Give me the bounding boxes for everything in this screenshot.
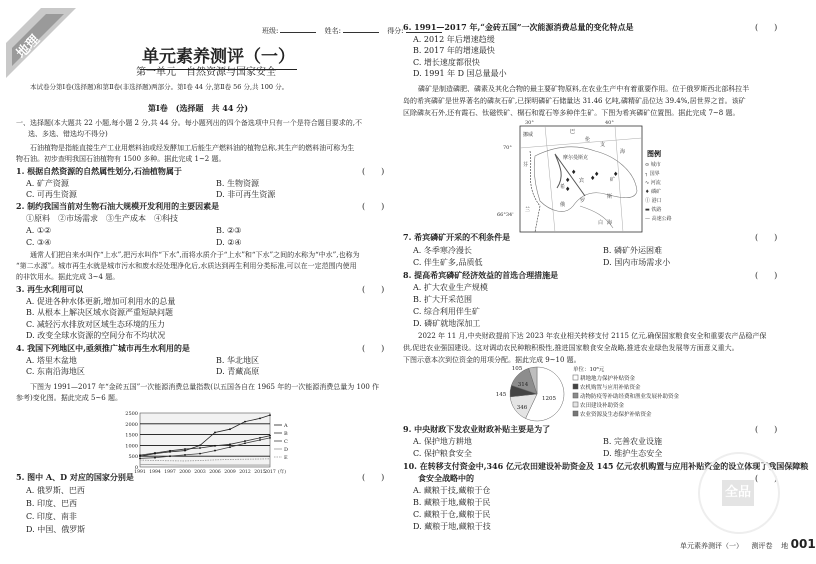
lon-label: 40° bbox=[605, 120, 614, 126]
data-point-B bbox=[229, 443, 231, 445]
map-legend-item: ⊙ 城市 bbox=[645, 162, 661, 168]
legend-swatch bbox=[573, 411, 578, 416]
pie-unit: 单位：10⁸元 bbox=[573, 367, 605, 373]
answer-option: C. 保护粮食安全 bbox=[413, 449, 472, 458]
data-point-C bbox=[269, 437, 271, 439]
data-point-A bbox=[269, 414, 271, 416]
subject-badge-label: 地理 bbox=[13, 32, 43, 62]
answer-option: C. 可再生资源 bbox=[26, 190, 77, 199]
map-place: 兰 bbox=[525, 207, 531, 213]
answer-option: A. 藏粮于技,藏粮于仓 bbox=[413, 486, 491, 495]
map-legend-item: ∿ 河流 bbox=[645, 180, 661, 186]
footer-subject: 地 bbox=[781, 542, 789, 550]
map-place: 挪威 bbox=[523, 132, 534, 138]
y-tick-label: 2500 bbox=[125, 411, 138, 417]
data-point-B bbox=[139, 454, 141, 456]
answer-option: A. 保护地方耕地 bbox=[413, 437, 472, 446]
watermark-stamp bbox=[698, 452, 780, 534]
answer-option: A. 俄罗斯、巴西 bbox=[26, 486, 85, 495]
question-stem: 食安全战略中的 bbox=[418, 473, 474, 483]
answer-option: C. 减轻污水排放对区域生态环境的压力 bbox=[26, 319, 165, 329]
answer-option: B. 从根本上解决区域水资源严重短缺问题 bbox=[26, 308, 173, 317]
pie-legend-label: 农田建设补助资金 bbox=[580, 403, 625, 409]
answer-option: C. 印度、南非 bbox=[26, 512, 77, 521]
x-tick-label: 2009 bbox=[224, 470, 236, 475]
class-field[interactable] bbox=[280, 24, 316, 33]
page-title: 单元素养测评（一） bbox=[140, 42, 297, 70]
answer-option: B. 藏粮于地,藏粮于民 bbox=[413, 498, 491, 507]
legend-label: C bbox=[284, 439, 288, 445]
map-legend-item: Ⓘ 港口 bbox=[645, 198, 662, 204]
legend-label: A bbox=[284, 423, 288, 429]
map-place: 矿 bbox=[610, 177, 616, 183]
lat-label: 66°34' bbox=[497, 212, 514, 218]
answer-option: A. 冬季寒冷漫长 bbox=[413, 245, 472, 255]
exam-note: 本试卷分第Ⅰ卷(选择题)和第Ⅱ卷(非选择题)两部分。第Ⅰ卷 44 分,第Ⅱ卷 56 分,共 100 分。 bbox=[30, 83, 289, 91]
answer-blank: ( ) bbox=[362, 473, 385, 482]
x-tick-label: 2015 bbox=[254, 470, 266, 475]
legend-swatch bbox=[573, 375, 578, 380]
x-tick-label: 2003 bbox=[194, 470, 206, 475]
passage-line: 下图为 1991—2017 年“金砖五国”一次能源消费总量指数(以五国各自在 1965 年的一次能源消费总量为 100 作 bbox=[30, 383, 380, 391]
map-legend-item: ♦ 磷矿 bbox=[645, 189, 662, 195]
answer-option: C. ③④ bbox=[26, 238, 52, 247]
data-point-A bbox=[199, 445, 201, 447]
question-stem: 1. 根据自然资源的自然属性划分,石油植物属于 bbox=[16, 166, 182, 176]
data-point-B bbox=[199, 447, 201, 449]
answer-option: D. 1991 年 D 国总量最小 bbox=[413, 69, 507, 78]
pie-legend-label: 动物防疫等补助经费和渔业发展补助资金 bbox=[580, 394, 680, 400]
map-place: 海 bbox=[620, 149, 626, 155]
question-stem: 2. 制约我国当前对生物石油大规模开发利用的主要因素是 bbox=[16, 201, 220, 211]
map-place: 白 bbox=[598, 220, 604, 226]
question-stem: 7. 希宾磷矿开采的不利条件是 bbox=[403, 232, 511, 242]
legend-title: 图例 bbox=[647, 149, 661, 158]
map-place: 俄 bbox=[560, 202, 566, 208]
name-label: 姓名: bbox=[324, 27, 341, 35]
passage-line: 供,促进农业强国建设。这对调动农民种粮积极性,推进国家粮食安全战略,推进农业绿色发展等方面意义重大。 bbox=[403, 344, 739, 352]
legend-swatch bbox=[573, 393, 578, 398]
map-place: 支 bbox=[600, 142, 606, 148]
data-point-B bbox=[214, 445, 216, 447]
data-point-C bbox=[199, 453, 201, 455]
data-point-C bbox=[214, 450, 216, 452]
passage-line: 2022 年 11 月,中央财政提前下达 2023 年农业相关转移支付 2115 亿元,确保国家粮食安全和重要农产品稳产保 bbox=[418, 332, 767, 340]
data-point-A bbox=[244, 421, 246, 423]
question-stem: 5. 图中 A、D 对应的国家分别是 bbox=[16, 472, 134, 482]
data-point-A bbox=[214, 432, 216, 434]
answer-option: B. 印度、巴西 bbox=[26, 499, 77, 508]
question-stem: 6. 1991—2017 年,“金砖五国”一次能源消费总量的变化特点是 bbox=[403, 22, 634, 32]
passage-line: “第二水源”。城市再生水就是城市污水和废水经处理净化后,水质达到再生利用分类标准,可以在一定范围内使用 bbox=[16, 262, 357, 270]
question-stem: 8. 提高希宾磷矿经济效益的首选合理措施是 bbox=[403, 270, 559, 280]
passage-line: 通常人们把自来水叫作“上水”,把污水叫作“下水”,而将水质介于“上水”和“下水”之间的水称为“中水”,也称为 bbox=[30, 251, 360, 259]
question-stem: 10. 在转移支付资金中,346 亿元农田建设补助资金及 145 亿元农机购置与应用补贴资金的设立体现了我国保障粮 bbox=[403, 461, 809, 471]
data-point-C bbox=[259, 439, 261, 441]
page-number: 001 bbox=[790, 537, 816, 551]
data-point-A bbox=[259, 418, 261, 420]
answer-option: C. 藏粮于仓,藏粮于民 bbox=[413, 510, 491, 519]
passage-line: 参考)变化图。据此完成 5~6 题。 bbox=[16, 394, 122, 402]
answer-option: A. ①② bbox=[26, 226, 52, 235]
map-place: 斯 bbox=[607, 194, 613, 200]
map-place: 宾 bbox=[579, 178, 585, 184]
question-stem: 9. 中央财政下发农业财政补贴主要是为了 bbox=[403, 424, 551, 434]
map-place: 罗 bbox=[580, 198, 586, 204]
y-tick-label: 2000 bbox=[125, 421, 138, 428]
passage-line: 区除磷灰石外,还有霞石、钛磁铁矿、榍石和霓石等多种伴生矿。下图为希宾磷矿位置图。据此完成 7~8 题。 bbox=[403, 109, 740, 117]
passage-line: 岛的希宾磷矿是世界著名的磷灰石矿,已探明磷矿石储量达 31.46 亿吨,磷精矿品位达 39.4%,居世界之首。该矿 bbox=[403, 97, 746, 105]
footer-title: 单元素养测评（一） bbox=[680, 542, 743, 550]
pie-value-label: 145 bbox=[495, 392, 507, 398]
map-place: 伦 bbox=[585, 137, 591, 143]
answer-blank: ( ) bbox=[755, 425, 778, 434]
map-legend-item: ┐ 国界 bbox=[645, 171, 660, 177]
lat-label: 70° bbox=[503, 145, 512, 151]
x-tick-label: 1994 bbox=[149, 470, 161, 475]
pie-value-label: 105 bbox=[511, 366, 523, 372]
passage-line: 下图示意本次到位资金的用项分配。据此完成 9~10 题。 bbox=[403, 356, 581, 364]
answer-blank: ( ) bbox=[362, 202, 385, 211]
answer-option: C. 伴生矿多,品质低 bbox=[413, 258, 483, 267]
answer-blank: ( ) bbox=[755, 271, 778, 280]
legend-swatch bbox=[573, 384, 578, 389]
answer-blank: ( ) bbox=[362, 344, 385, 353]
score-label: 得分: bbox=[387, 27, 404, 35]
map-place: 摩尔曼斯克 bbox=[563, 155, 589, 161]
x-tick-label: 2017 bbox=[264, 470, 276, 475]
map-place: 巴 bbox=[570, 129, 576, 135]
svg-text:♦: ♦ bbox=[613, 171, 619, 178]
question-items: ①原料 ②市场需求 ③生产成本 ④科技 bbox=[26, 214, 178, 223]
data-point-C bbox=[244, 442, 246, 444]
data-point-C bbox=[139, 457, 141, 459]
energy-consumption-chart bbox=[110, 407, 310, 477]
map-place: 芬 bbox=[523, 162, 529, 168]
data-point-A bbox=[229, 428, 231, 430]
svg-text:♦: ♦ bbox=[594, 171, 600, 178]
pie-legend-label: 农业资源及生态保护补贴资金 bbox=[580, 412, 652, 418]
data-point-B bbox=[269, 435, 271, 437]
x-tick-label: 1997 bbox=[164, 470, 176, 475]
answer-option: D. 藏粮于地,藏粮于技 bbox=[413, 522, 491, 531]
passage-line: 石油植物是指能直接生产工业用燃料油或经发酵加工后能生产燃料油的植物总称,其生产的燃料油可称为生 bbox=[30, 144, 355, 152]
answer-option: A. 2012 年后增速趋缓 bbox=[413, 34, 495, 44]
answer-option: D. 青藏高原 bbox=[216, 367, 260, 376]
answer-option: B. 2017 年的增速最快 bbox=[413, 46, 495, 55]
answer-option: B. 华北地区 bbox=[216, 355, 259, 365]
pie-value-label: 1205 bbox=[542, 396, 556, 402]
data-point-C bbox=[184, 454, 186, 456]
section-heading: 第Ⅰ卷 (选择题 共 44 分) bbox=[148, 103, 249, 113]
answer-option: A. 矿产资源 bbox=[26, 178, 69, 188]
khibiny-map bbox=[495, 116, 705, 236]
stamp-text: 全品 bbox=[722, 480, 754, 506]
question-stem: 3. 再生水利用可以 bbox=[16, 284, 84, 294]
answer-option: A. 促进各种水体更新,增加可利用水的总量 bbox=[26, 296, 176, 306]
answer-option: B. ②③ bbox=[216, 226, 242, 235]
y-tick-label: 1000 bbox=[125, 443, 138, 450]
data-point-C bbox=[229, 446, 231, 448]
answer-option: D. 国内市场需求小 bbox=[603, 258, 671, 267]
answer-option: C. 增长速度都很快 bbox=[413, 57, 480, 67]
page-subtitle: 第一单元 自然资源与国家安全 bbox=[136, 67, 276, 78]
x-tick-label: 2012 bbox=[239, 470, 251, 475]
answer-option: A. 塔里木盆地 bbox=[26, 355, 77, 365]
answer-option: A. 扩大农业生产规模 bbox=[413, 283, 488, 292]
answer-option: C. 东南沿海地区 bbox=[26, 367, 85, 376]
passage-line: 的非饮用水。据此完成 3~4 题。 bbox=[16, 273, 120, 281]
class-label: 班级: bbox=[262, 27, 279, 35]
instructions bbox=[16, 118, 362, 140]
answer-option: D. 改变全球水资源的空间分布不均状况 bbox=[26, 331, 166, 340]
pie-value-label: 314 bbox=[517, 382, 529, 388]
y-tick-label: 0 bbox=[134, 465, 138, 471]
svg-text:♦: ♦ bbox=[590, 175, 596, 182]
data-point-B bbox=[259, 437, 261, 439]
data-point-B bbox=[244, 440, 246, 442]
data-point-B bbox=[184, 448, 186, 450]
answer-option: D. ②④ bbox=[216, 238, 242, 247]
data-point-C bbox=[154, 457, 156, 459]
answer-option: B. 完善农业设施 bbox=[603, 437, 662, 446]
instructions-line: 一、选择题(本大题共 22 小题,每小题 2 分,共 44 分。每小题列出的四个备选项中只有一个是符合题目要求的,不 bbox=[16, 119, 363, 127]
legend-label: E bbox=[284, 455, 288, 461]
funding-pie-chart bbox=[495, 362, 725, 424]
answer-option: D. 中国、俄罗斯 bbox=[26, 525, 86, 534]
data-point-C bbox=[169, 455, 171, 457]
svg-text:♦: ♦ bbox=[571, 169, 577, 176]
data-point-B bbox=[169, 450, 171, 452]
legend-label: B bbox=[284, 431, 288, 437]
answer-blank: ( ) bbox=[755, 233, 778, 242]
legend-label: D bbox=[284, 447, 289, 453]
x-axis-unit: (年) bbox=[278, 470, 287, 475]
x-tick-label: 2006 bbox=[209, 470, 221, 475]
answer-option: D. 维护生态安全 bbox=[603, 449, 663, 458]
x-tick-label: 2000 bbox=[179, 470, 191, 475]
answer-blank: ( ) bbox=[755, 474, 778, 483]
instructions-line: 选、多选、错选均不得分) bbox=[28, 130, 108, 138]
pie-value-label: 346 bbox=[516, 405, 528, 411]
map-place: 希 bbox=[560, 184, 566, 190]
answer-option: B. 磷矿外运困难 bbox=[603, 245, 662, 255]
answer-blank: ( ) bbox=[362, 285, 385, 294]
answer-blank: ( ) bbox=[755, 23, 778, 32]
answer-option: C. 综合利用伴生矿 bbox=[413, 307, 480, 316]
pie-legend-label: 耕地地力保护补贴资金 bbox=[580, 376, 636, 382]
x-tick-label: 1991 bbox=[134, 470, 146, 475]
passage-line: 物石油。初步查明我国石油植物有 1500 多种。据此完成 1~2 题。 bbox=[16, 155, 226, 163]
map-legend bbox=[644, 161, 672, 222]
y-tick-label: 1500 bbox=[125, 432, 138, 439]
name-field[interactable] bbox=[343, 24, 379, 33]
footer-type: 测评卷 bbox=[751, 542, 773, 550]
answer-option: B. 扩大开采范围 bbox=[413, 295, 472, 304]
answer-option: B. 生物资源 bbox=[216, 178, 259, 188]
lon-label: 30° bbox=[525, 120, 534, 126]
footer bbox=[680, 537, 816, 551]
map-legend-item: — 高速公路 bbox=[645, 216, 672, 222]
svg-text:♦: ♦ bbox=[565, 177, 571, 184]
legend-swatch bbox=[573, 402, 578, 407]
answer-blank: ( ) bbox=[362, 167, 385, 176]
question-stem: 4. 我国下列地区中,亟须推广城市再生水利用的是 bbox=[16, 343, 190, 353]
svg-text:♦: ♦ bbox=[565, 186, 571, 193]
map-legend-item: ▬ 铁路 bbox=[645, 207, 662, 213]
answer-option: D. 磷矿就地深加工 bbox=[413, 319, 481, 328]
answer-option: D. 非可再生资源 bbox=[216, 190, 276, 199]
data-point-B bbox=[154, 452, 156, 454]
passage-line: 磷矿是制造磷肥、磷素及其化合物的最主要矿物原料,在农业生产中有着重要作用。位于俄罗斯西北部科拉半 bbox=[418, 85, 750, 93]
pie-legend-label: 农机购置与应用补贴资金 bbox=[580, 385, 641, 391]
map-place: 海 bbox=[607, 220, 613, 226]
y-tick-label: 500 bbox=[128, 454, 138, 461]
